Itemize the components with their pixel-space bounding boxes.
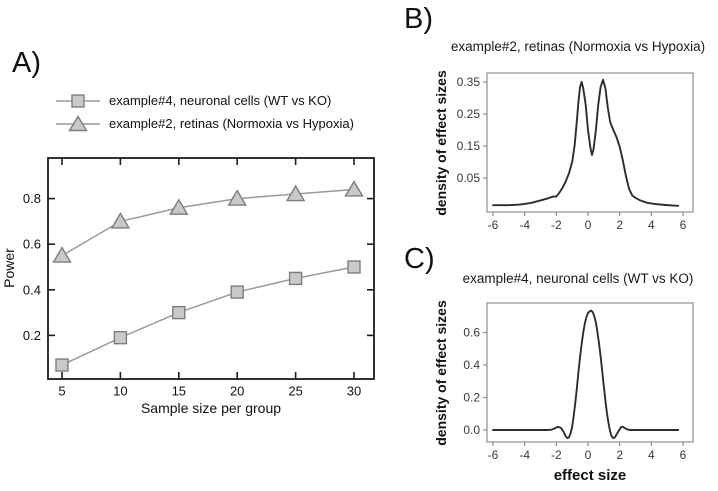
- tick-label: -4: [519, 448, 531, 462]
- tick-label: 0.2: [463, 390, 480, 405]
- tick-label: 4: [647, 448, 655, 462]
- panel-c-plot: [463, 303, 693, 462]
- panel-b-letter: B): [404, 3, 433, 35]
- tick-label: 10: [113, 383, 128, 399]
- legend-item-example4: [55, 89, 354, 112]
- tick-label: 0.0: [463, 423, 480, 437]
- tick-label: 0.35: [456, 75, 480, 89]
- tick-label: 0.15: [456, 139, 480, 153]
- square-marker-icon: [348, 261, 360, 273]
- legend-label-example4: example#4, neuronal cells (WT vs KO): [109, 93, 332, 108]
- square-marker-icon: [56, 359, 68, 371]
- tick-label: -6: [487, 448, 499, 462]
- tick-label: 0.4: [22, 282, 41, 298]
- square-marker-icon: [231, 286, 243, 298]
- series-line-triangle: [62, 189, 354, 255]
- tick-label: 0.6: [463, 325, 480, 340]
- tick-label: 15: [171, 383, 187, 399]
- tick-label: 4: [647, 218, 655, 232]
- series-line-square: [62, 267, 354, 365]
- square-marker-icon: [114, 332, 126, 344]
- panel-b-title: example#2, retinas (Normoxia vs Hypoxia): [450, 39, 706, 54]
- legend-square-marker-icon: [55, 92, 101, 110]
- square-marker-icon: [72, 95, 84, 107]
- panel-c-letter: C): [404, 243, 435, 275]
- tick-label: 5: [58, 383, 66, 399]
- tick-label: 2: [616, 218, 624, 232]
- tick-label: -4: [519, 218, 531, 232]
- square-marker-icon: [173, 307, 185, 319]
- tick-label: 0.2: [22, 327, 41, 343]
- tick-label: 0: [584, 218, 592, 232]
- tick-label: 0.8: [22, 191, 41, 207]
- tick-label: 6: [679, 448, 687, 462]
- tick-label: -6: [487, 218, 499, 232]
- panel-a-legend: [55, 89, 354, 135]
- triangle-marker-icon: [54, 248, 71, 263]
- tick-label: -2: [551, 218, 562, 232]
- tick-label: 2: [616, 448, 624, 462]
- triangle-marker-icon: [346, 181, 363, 196]
- tick-label: 20: [229, 383, 245, 399]
- panel-c-x-axis-title: effect size: [553, 467, 627, 484]
- tick-label: 0.6: [22, 236, 41, 252]
- tick-label: 0: [584, 448, 592, 462]
- tick-label: 0.05: [456, 171, 480, 185]
- tick-label: 0.4: [463, 358, 480, 372]
- panel-b-y-axis-title: density of effect sizes: [433, 70, 449, 216]
- panel-b-plot-curve: [493, 80, 678, 206]
- panel-c-plot-curve: [493, 311, 678, 439]
- square-marker-icon: [290, 272, 302, 284]
- tick-label: -2: [551, 448, 562, 462]
- panel-c-title: example#4, neuronal cells (WT vs KO): [462, 271, 694, 286]
- panel-c-plot-frame: [487, 303, 693, 442]
- legend-triangle-marker-icon: [55, 115, 101, 133]
- panel-a-y-axis-title: Power: [1, 248, 17, 288]
- panel-b-plot: [457, 73, 693, 232]
- tick-label: 25: [288, 383, 303, 399]
- tick-label: 30: [346, 383, 362, 399]
- panel-a-plot: [23, 158, 374, 399]
- tick-label: 6: [679, 218, 687, 232]
- legend-label-example2: example#2, retinas (Normoxia vs Hypoxia): [109, 116, 354, 131]
- panel-c-y-axis-title: density of effect sizes: [433, 300, 449, 446]
- panel-a-x-axis-title: Sample size per group: [140, 400, 282, 416]
- legend-item-example2: [55, 112, 354, 135]
- tick-label: 0.25: [456, 107, 480, 121]
- panel-a-letter: A): [12, 47, 41, 79]
